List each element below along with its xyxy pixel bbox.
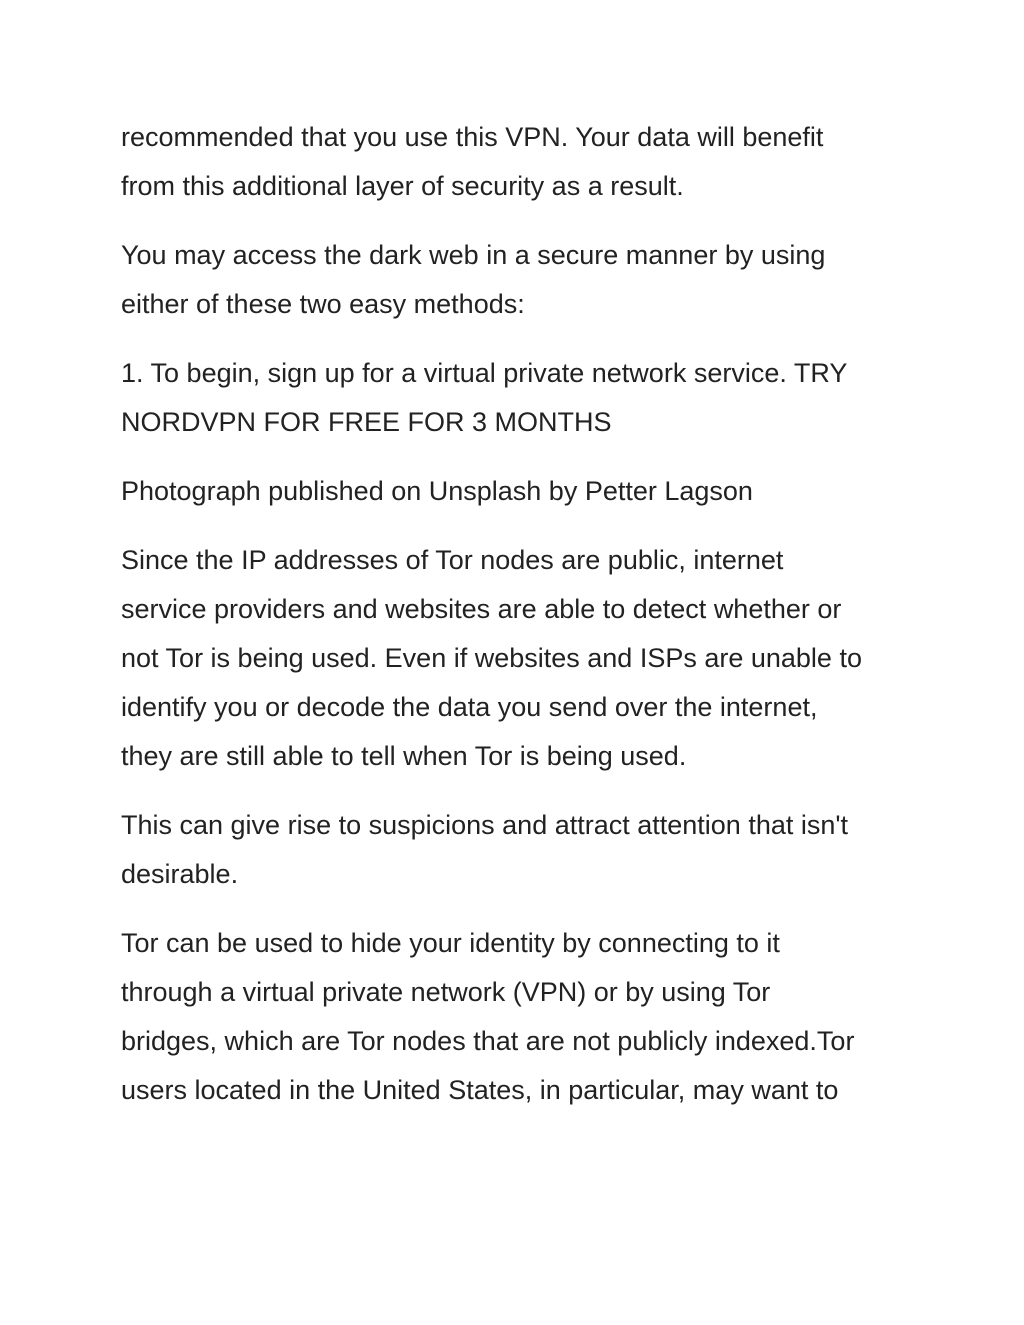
text-line: recommended that you use this VPN. Your data will benefit: [121, 122, 824, 152]
paragraph-photo-credit: [121, 467, 911, 516]
paragraph-tor-detection: [121, 536, 911, 781]
paragraph-step-one: [121, 349, 911, 447]
text-line: either of these two easy methods:: [121, 289, 525, 319]
text-line: This can give rise to suspicions and attract attention that isn't: [121, 810, 849, 840]
text-line: bridges, which are Tor nodes that are not publicly indexed.Tor: [121, 1026, 855, 1056]
paragraph-vpn-recommendation: [121, 113, 911, 211]
text-line: Tor can be used to hide your identity by connecting to it: [121, 928, 780, 958]
paragraph-suspicions: [121, 801, 911, 899]
paragraph-access-methods: [121, 231, 911, 329]
text-line: Photograph published on Unsplash by Petter Lagson: [121, 476, 753, 506]
text-line: they are still able to tell when Tor is being used.: [121, 741, 687, 771]
text-line: users located in the United States, in particular, may want to: [121, 1075, 839, 1105]
text-line: You may access the dark web in a secure manner by using: [121, 240, 826, 270]
text-line: Since the IP addresses of Tor nodes are public, internet: [121, 545, 784, 575]
paragraph-tor-bridges: [121, 919, 911, 1115]
text-line: 1. To begin, sign up for a virtual private network service. TRY: [121, 358, 848, 388]
document-body: [121, 113, 911, 1135]
text-line: service providers and websites are able to detect whether or: [121, 594, 842, 624]
text-line: NORDVPN FOR FREE FOR 3 MONTHS: [121, 407, 612, 437]
text-line: through a virtual private network (VPN) or by using Tor: [121, 977, 771, 1007]
text-line: desirable.: [121, 859, 239, 889]
text-line: from this additional layer of security as a result.: [121, 171, 684, 201]
text-line: identify you or decode the data you send over the internet,: [121, 692, 818, 722]
text-line: not Tor is being used. Even if websites and ISPs are unable to: [121, 643, 862, 673]
